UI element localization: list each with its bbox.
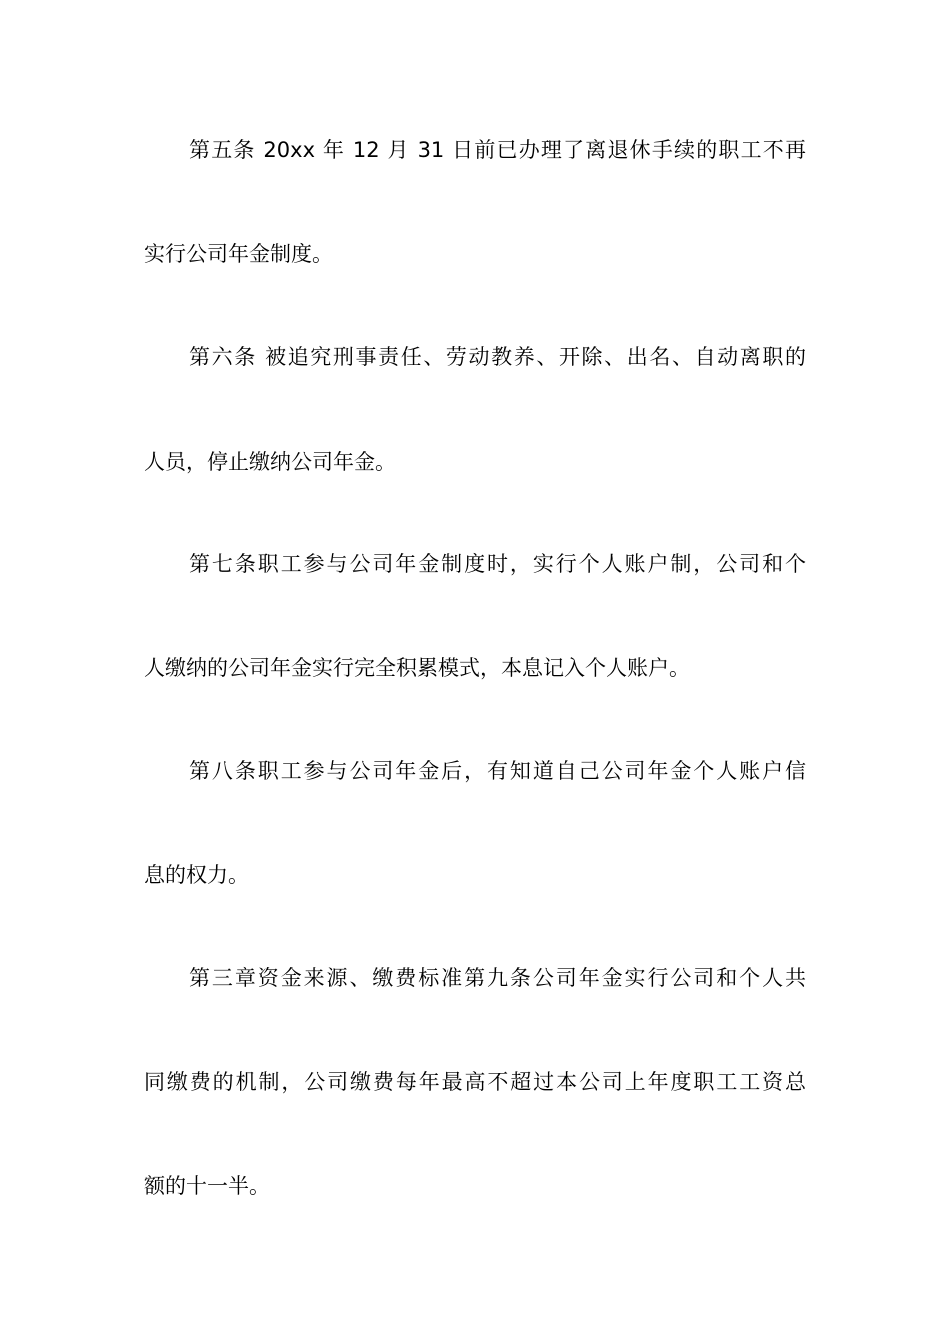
paragraph-2-line-2: 人员，停止缴纳公司年金。 — [144, 450, 396, 474]
paragraph-5-line-1: 第三章资金来源、缴费标准第九条公司年金实行公司和个人共 — [189, 966, 806, 990]
paragraph-4-line-1: 第八条职工参与公司年金后，有知道自己公司年金个人账户信 — [189, 759, 806, 783]
paragraph-4-line-2: 息的权力。 — [144, 863, 249, 887]
paragraph-5-line-3: 额的十一半。 — [144, 1174, 270, 1198]
paragraph-5-line-2: 同缴费的机制，公司缴费每年最高不超过本公司上年度职工工资总 — [144, 1070, 806, 1094]
paragraph-2-line-1: 第六条 被追究刑事责任、劳动教养、开除、出名、自动离职的 — [189, 345, 806, 369]
paragraph-3-line-2: 人缴纳的公司年金实行完全积累模式，本息记入个人账户。 — [144, 656, 690, 680]
paragraph-1-line-2: 实行公司年金制度。 — [144, 242, 333, 266]
paragraph-1-line-1: 第五条 20xx 年 12 月 31 日前已办理了离退休手续的职工不再 — [189, 138, 806, 162]
paragraph-3-line-1: 第七条职工参与公司年金制度时，实行个人账户制，公司和个 — [189, 552, 806, 576]
